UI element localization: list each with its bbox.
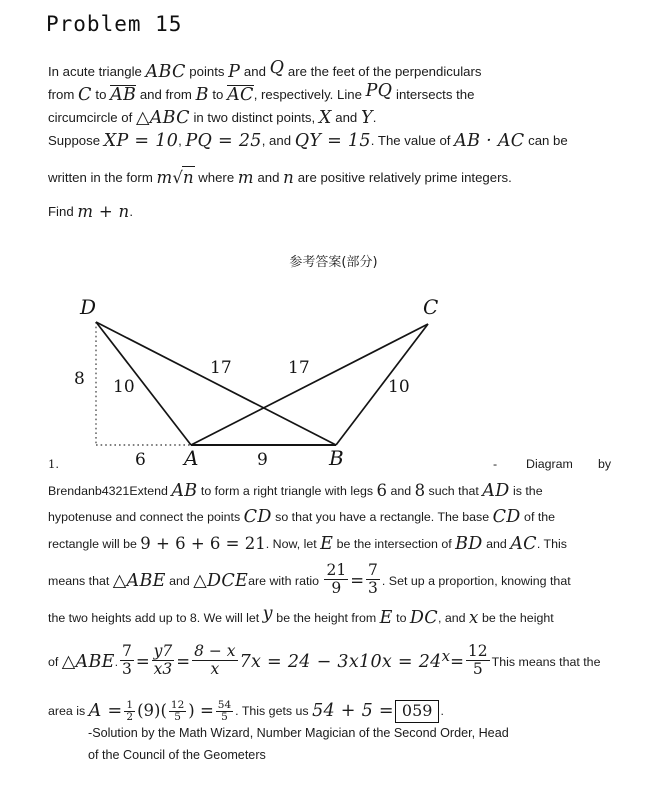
fraction-7-over-3 — [366, 562, 380, 596]
statement-text: can be — [524, 133, 568, 148]
math-n: n — [283, 168, 295, 187]
solution-text: and — [482, 537, 511, 551]
math-nine-open: (9)( — [137, 701, 167, 721]
statement-text: from — [48, 87, 79, 102]
statement-text: Suppose — [48, 133, 104, 148]
statement-line-3 — [48, 106, 628, 129]
statement-text: . The value of — [370, 133, 455, 148]
boxed-answer: 059 — [395, 700, 440, 723]
solution-text: and — [165, 574, 194, 588]
math-close-equals: ) = — [188, 701, 214, 721]
math-equals-1: = — [135, 652, 150, 672]
solution-text: This means that the — [491, 655, 601, 670]
final-period: . — [440, 704, 444, 719]
diagram-credit-by: by — [598, 457, 612, 471]
fraction-denominator: 3 — [121, 660, 132, 679]
math-equals-3: = — [450, 652, 464, 672]
statement-text: to — [91, 87, 111, 102]
solution-text: of — [48, 655, 62, 670]
math-q: Q — [269, 58, 285, 78]
sqrt-radicand: n — [182, 168, 194, 187]
math-ab-dot-ac: AB · AC — [454, 131, 525, 151]
statement-text: Find — [48, 204, 78, 219]
math-x-superscript: x — [441, 647, 451, 665]
math-xp-value: XP = 10 — [103, 131, 179, 151]
edge-b-c — [336, 324, 428, 445]
solution-text: means that — [48, 574, 113, 588]
solution-text: is the — [509, 484, 543, 498]
math-pq-value: PQ = 25 — [185, 131, 262, 151]
geometry-diagram — [0, 288, 667, 468]
signature-line-1: -Solution by the Math Wizard, Number Magician of the Second Order, Head — [88, 726, 509, 740]
list-number: 1. — [48, 457, 59, 471]
math-qy-value: QY = 15 — [294, 131, 371, 151]
fraction-denominator: 5 — [169, 711, 186, 723]
dash-separator: - — [493, 457, 498, 471]
fraction-12-over-5 — [466, 643, 490, 677]
math-triangle-abc: △ABC — [135, 108, 190, 128]
statement-text: , and — [261, 133, 295, 148]
edge-label-base-9: 9 — [257, 450, 268, 468]
fraction-denominator: 2 — [126, 710, 134, 723]
reference-answer-heading: 参考答案(部分) — [289, 255, 378, 270]
statement-text: , — [178, 133, 186, 148]
statement-text: written in the form — [48, 170, 157, 185]
solution-text: of the — [520, 510, 556, 524]
solution-text: be the height — [478, 611, 554, 625]
fraction-denominator: 9 — [324, 579, 348, 597]
vertex-label-a: A — [184, 446, 199, 468]
solution-text: hypotenuse and connect the points — [48, 510, 244, 524]
diagram-credit-label: Diagram — [526, 457, 573, 471]
page-title: Problem 15 — [46, 12, 183, 36]
solution-text: be the height from — [272, 611, 380, 625]
math-ac: AC — [510, 534, 537, 554]
math-p: P — [228, 62, 241, 82]
fraction-numerator: 21 — [326, 561, 347, 580]
statement-text: to — [208, 87, 228, 102]
math-bd: BD — [455, 534, 483, 554]
solution-text: to — [392, 611, 410, 625]
edge-label-10-left: 10 — [113, 377, 135, 397]
edge-label-10-right: 10 — [388, 377, 410, 397]
statement-text: and — [240, 64, 270, 79]
math-cd: CD — [243, 507, 272, 527]
edge-label-17-right: 17 — [288, 358, 310, 378]
math-y-var: y — [262, 604, 273, 624]
fraction-denominator: x3 — [152, 660, 175, 678]
solution-line-5 — [48, 557, 628, 604]
solution-text: be the intersection of — [333, 537, 456, 551]
solution-line-7 — [48, 631, 628, 688]
diagram-svg — [0, 288, 667, 468]
math-equation-chain: 7x = 24 − 3x10x = 24 — [239, 652, 442, 673]
math-segment-ab: AB — [110, 85, 137, 105]
edge-d-a — [96, 322, 191, 445]
statement-line-1 — [48, 60, 628, 83]
signature-line-2: of the Council of the Geometers — [88, 748, 266, 762]
math-e: E — [320, 534, 334, 554]
math-base-equation: 9 + 6 + 6 = 21 — [140, 534, 266, 553]
edge-label-base-6: 6 — [135, 450, 146, 468]
fraction-8-minus-x-over-x — [192, 643, 237, 677]
math-m: m — [156, 168, 173, 187]
solution-line-2 — [48, 477, 628, 504]
math-sqrt-n: √n — [172, 168, 194, 187]
statement-text: in two distinct points, — [189, 110, 319, 125]
statement-line-2 — [48, 83, 628, 106]
vertex-label-d: D — [80, 295, 97, 319]
solution-text: . This gets us — [235, 704, 313, 719]
fraction-denominator: 5 — [216, 711, 233, 723]
solution-text: Extend — [129, 484, 172, 498]
solution-text: the two heights add up to 8. We will let — [48, 611, 263, 625]
fraction-7-over-3-b — [120, 643, 134, 677]
math-ad: AD — [482, 481, 510, 501]
statement-line-4 — [48, 129, 628, 152]
solution-signature — [88, 722, 588, 766]
solution-line-3 — [48, 504, 628, 530]
fraction-denominator: 5 — [466, 660, 490, 678]
math-8: 8 — [414, 481, 426, 500]
math-segment-ac: AC — [227, 85, 254, 105]
math-triangle-abe-2: △ABE — [61, 652, 115, 673]
fraction-numerator: 7 — [121, 642, 132, 661]
solution-text: so that you have a rectangle. The base — [271, 510, 493, 524]
fraction-numerator: 8 − x — [194, 642, 236, 661]
fraction-12-over-5-b — [169, 700, 186, 724]
statement-text: are positive relatively prime integers. — [294, 170, 512, 185]
math-equals-2: = — [176, 652, 191, 672]
math-m2: m — [237, 168, 254, 187]
fraction-numerator: 1 — [126, 698, 134, 711]
math-cd-2: CD — [492, 507, 521, 527]
math-e-point: E — [379, 608, 393, 628]
statement-text: and — [331, 110, 361, 125]
math-area-A: A = — [88, 701, 123, 722]
solution-body — [48, 452, 628, 733]
math-final-sum: 54 + 5 = — [312, 701, 394, 722]
math-c: C — [78, 85, 92, 105]
fraction-numerator: 7 — [368, 561, 378, 580]
statement-text: where — [194, 170, 238, 185]
statement-line-5 — [48, 165, 628, 189]
fraction-21-over-9 — [324, 562, 348, 596]
fraction-denominator: 3 — [368, 579, 378, 598]
statement-text: In acute triangle — [48, 64, 146, 79]
math-abc: ABC — [145, 62, 186, 82]
fraction-denominator: x — [192, 660, 237, 678]
statement-text: are the feet of the perpendiculars — [284, 64, 482, 79]
solution-text: . Now, let — [265, 537, 321, 551]
solution-text: to form a right triangle with legs — [197, 484, 377, 498]
fraction-54-over-5 — [216, 700, 233, 724]
math-equals: = — [350, 571, 365, 590]
statement-text: circumcircle of — [48, 110, 136, 125]
fraction-numerator: 12 — [467, 642, 488, 661]
math-triangle-dce: △DCE — [193, 571, 249, 591]
solution-text: are with ratio — [248, 574, 323, 588]
solution-text: such that — [425, 484, 483, 498]
math-triangle-abe: △ABE — [112, 571, 166, 591]
math-x-var: x — [468, 608, 479, 627]
solution-line-1 — [48, 452, 628, 477]
statement-text: . — [372, 110, 377, 125]
fraction-numerator: 54 — [217, 698, 232, 711]
statement-text: , respectively. Line — [253, 87, 366, 102]
period: . — [114, 656, 118, 670]
solution-text: rectangle will be — [48, 537, 141, 551]
math-b: B — [195, 85, 209, 105]
edge-label-height-8: 8 — [74, 369, 85, 389]
solution-line-6 — [48, 604, 628, 631]
fraction-numerator: 12 — [170, 698, 185, 711]
solution-text: area is — [48, 704, 89, 719]
math-m-plus-n: m + n — [77, 202, 130, 221]
statement-text: points — [185, 64, 229, 79]
statement-text: intersects the — [392, 87, 475, 102]
solution-line-4 — [48, 530, 628, 557]
statement-text: and from — [136, 87, 196, 102]
math-y: Y — [360, 108, 373, 128]
math-ab: AB — [171, 481, 198, 501]
fraction-1-over-2 — [124, 700, 135, 724]
diagram-author: Brendanb4321 — [48, 484, 130, 498]
math-pq: PQ — [365, 81, 393, 101]
edge-label-17-left: 17 — [210, 358, 232, 378]
fraction-numerator: y7 — [153, 642, 173, 661]
vertex-label-b: B — [329, 446, 344, 468]
solution-text: . Set up a proportion, knowing that — [381, 574, 571, 588]
problem-statement — [48, 60, 628, 223]
statement-line-6 — [48, 200, 628, 223]
vertex-label-c: C — [423, 295, 439, 319]
math-x: X — [318, 108, 332, 128]
solution-text: and — [387, 484, 415, 498]
math-dc: DC — [409, 608, 438, 628]
statement-text: and — [253, 170, 284, 185]
math-6: 6 — [376, 481, 388, 500]
statement-text: . — [129, 204, 134, 219]
fraction-y7-over-x3 — [152, 643, 175, 677]
solution-text: , and — [437, 611, 469, 625]
solution-text: . This — [536, 537, 567, 551]
